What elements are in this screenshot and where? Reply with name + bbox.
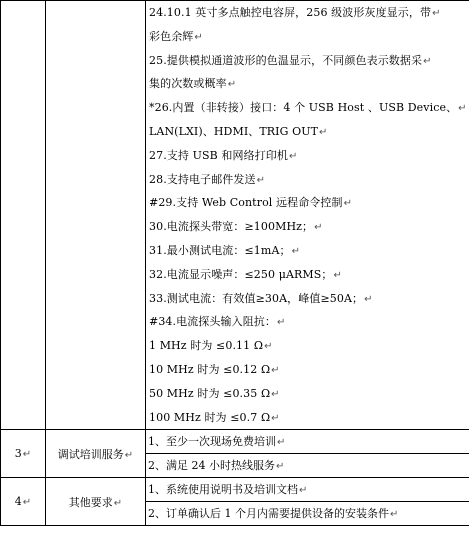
- spec-line: [146, 1, 469, 25]
- row-number: 3: [14, 447, 22, 461]
- requirement-text: 1、系统使用说明书及培训文档: [148, 483, 298, 497]
- paragraph-mark: ↵: [314, 222, 323, 234]
- paragraph-mark: ↵: [277, 437, 286, 449]
- paragraph-mark: ↵: [256, 174, 266, 186]
- paragraph-mark: ↵: [264, 341, 273, 353]
- requirement-line: [146, 453, 469, 477]
- spec-line-text: 31.最小测试电流：≤1mA；: [149, 243, 291, 257]
- requirements-cell: [146, 430, 469, 478]
- spec-line-text: #34.电流探头输入阻抗：: [149, 315, 277, 329]
- paragraph-mark: ↵: [113, 497, 123, 509]
- spec-line-text: #29.支持 Web Control 远程命令控制: [149, 196, 343, 210]
- row-number-cell: [1, 430, 46, 478]
- spec-line: [146, 72, 469, 96]
- row-number-cell: [1, 478, 46, 526]
- spec-line: [146, 287, 469, 311]
- item-name-cell: [46, 1, 146, 430]
- spec-line-text: 1 MHz 时为 ≤0.11 Ω: [149, 339, 264, 353]
- paragraph-mark: ↵: [194, 31, 203, 43]
- spec-line: [146, 263, 469, 287]
- paragraph-mark: ↵: [423, 55, 432, 67]
- table-row: [1, 478, 469, 526]
- paragraph-mark: ↵: [227, 79, 237, 91]
- requirement-line: [146, 501, 469, 525]
- paragraph-mark: ↵: [271, 388, 280, 400]
- paragraph-mark: ↵: [22, 497, 32, 509]
- row-number: 4: [14, 495, 22, 509]
- spec-line-text: 10 MHz 时为 ≤0.12 Ω: [149, 362, 271, 376]
- spec-line: [146, 406, 469, 430]
- spec-line: [146, 168, 469, 192]
- paragraph-mark: ↵: [124, 449, 134, 461]
- paragraph-mark: ↵: [276, 461, 285, 473]
- paragraph-mark: ↵: [288, 150, 298, 162]
- spec-line-text: LAN(LXI)、HDMI、TRIG OUT: [149, 124, 319, 138]
- requirement-line: [146, 478, 469, 501]
- item-name: 其他要求: [68, 495, 113, 509]
- table-row: [1, 1, 469, 430]
- spec-line: [146, 49, 469, 73]
- spec-line: [146, 191, 469, 215]
- paragraph-mark: ↵: [333, 269, 342, 281]
- paragraph-mark: ↵: [343, 198, 353, 210]
- spec-line: [146, 120, 469, 144]
- spec-cell: [146, 1, 469, 430]
- spec-line: [146, 310, 469, 334]
- paragraph-mark: ↵: [277, 317, 286, 329]
- spec-line: [146, 215, 469, 239]
- spec-line-text: 28.支持电子邮件发送: [149, 172, 256, 186]
- spec-line: [146, 96, 469, 120]
- paragraph-mark: ↵: [432, 8, 441, 19]
- spec-line-text: 27.支持 USB 和网络打印机: [149, 148, 288, 162]
- row-number-cell: [1, 1, 46, 430]
- spec-line-text: 50 MHz 时为 ≤0.35 Ω: [149, 386, 271, 400]
- requirement-text: 2、满足 24 小时热线服务: [148, 459, 275, 473]
- paragraph-mark: ↵: [271, 364, 280, 376]
- paragraph-mark: ↵: [390, 509, 399, 521]
- requirement-text: 2、订单确认后 1 个月内需要提供设备的安装条件: [148, 507, 389, 521]
- spec-line-text: 32.电流显示噪声：≤250 μARMS；: [149, 267, 333, 281]
- requirements-cell: [146, 478, 469, 526]
- spec-line-text: 33.测试电流：有效值≥30A，峰值≥50A；: [149, 291, 364, 305]
- spec-line: [146, 358, 469, 382]
- paragraph-mark: ↵: [364, 293, 373, 305]
- spec-line: [146, 25, 469, 49]
- spec-line-text: 彩色余辉: [149, 29, 194, 43]
- table-row: [1, 430, 469, 478]
- spec-line-text: 25.提供模拟通道波形的色温显示，不同颜色表示数据采: [149, 53, 423, 67]
- requirement-text: 1、至少一次现场免费培训: [148, 435, 276, 449]
- item-name: 调试培训服务: [57, 447, 124, 461]
- spec-line: [146, 239, 469, 263]
- paragraph-mark: ↵: [299, 485, 308, 497]
- paragraph-mark: ↵: [271, 412, 280, 424]
- item-name-cell: [46, 478, 146, 526]
- spec-line: [146, 144, 469, 168]
- paragraph-mark: ↵: [291, 245, 301, 257]
- spec-lines-list: [146, 1, 469, 429]
- paragraph-mark: ↵: [458, 103, 467, 115]
- item-name-cell: [46, 430, 146, 478]
- paragraph-mark: ↵: [319, 126, 328, 138]
- spec-line-text: *26.内置（非转接）接口：4 个 USB Host 、USB Device、: [149, 101, 458, 115]
- paragraph-mark: ↵: [22, 449, 32, 461]
- spec-line: [146, 382, 469, 406]
- requirement-line: [146, 430, 469, 453]
- spec-line-text: 集的次数或概率: [149, 77, 227, 91]
- spec-line: [146, 334, 469, 358]
- spec-line-text: 30.电流探头带宽：≥100MHz；: [149, 220, 314, 234]
- spec-line-text: 100 MHz 时为 ≤0.7 Ω: [149, 410, 271, 424]
- spec-line-text: 24.10.1 英寸多点触控电容屏，256 级波形灰度显示，带: [149, 6, 432, 19]
